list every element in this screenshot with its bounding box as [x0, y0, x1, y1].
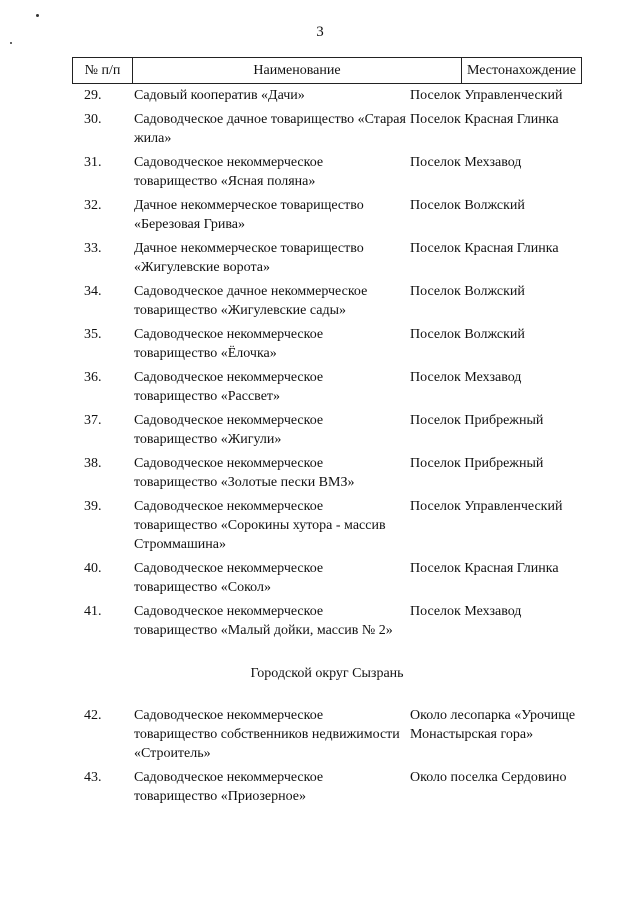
row-number: 39.: [84, 499, 102, 514]
row-location: Поселок Красная Глинка: [410, 241, 559, 256]
row-location: Поселок Волжский: [410, 198, 525, 213]
table-row: [72, 497, 582, 554]
row-number: 30.: [84, 112, 102, 127]
row-name: Дачное некоммерческое товарищество «Березовая Грива»: [134, 198, 364, 232]
row-number: 43.: [84, 770, 102, 785]
section-title: Городской округ Сызрань: [250, 666, 404, 681]
row-number: 32.: [84, 198, 102, 213]
header-num: № п/п: [73, 58, 133, 83]
row-name: Садовый кооператив «Дачи»: [134, 88, 305, 103]
table-row: [72, 86, 582, 105]
table-row: [72, 768, 582, 806]
table-row: [72, 411, 582, 449]
row-number: 41.: [84, 604, 102, 619]
row-location: Поселок Мехзавод: [410, 155, 522, 170]
table-row: [72, 239, 582, 277]
row-name: Садоводческое некоммерческое товарищество «Золотые пески ВМЗ»: [134, 456, 355, 490]
row-location: Поселок Управленческий: [410, 499, 563, 514]
table-row: [72, 325, 582, 363]
row-number: 33.: [84, 241, 102, 256]
row-location: Около поселка Сердовино: [410, 770, 567, 785]
row-name: Садоводческое некоммерческое товарищество «Рассвет»: [134, 370, 324, 404]
table-row: [72, 454, 582, 492]
row-location: Поселок Мехзавод: [410, 370, 522, 385]
row-location: Поселок Прибрежный: [410, 413, 544, 428]
table-row: [72, 110, 582, 148]
row-location: Поселок Управленческий: [410, 88, 563, 103]
row-location: Поселок Красная Глинка: [410, 561, 559, 576]
row-number: 29.: [84, 88, 102, 103]
row-number: 38.: [84, 456, 102, 471]
table-row: [72, 559, 582, 597]
page-number: 3: [316, 24, 324, 40]
row-name: Садоводческое некоммерческое товарищество «Приозерное»: [134, 770, 324, 804]
row-location: Около лесопарка «Урочище Монастырская гора»: [410, 708, 576, 742]
row-name: Садоводческое дачное товарищество «Старая жила»: [134, 112, 406, 146]
row-number: 31.: [84, 155, 102, 170]
table-header: [72, 57, 582, 84]
row-location: Поселок Прибрежный: [410, 456, 544, 471]
table-row: [72, 368, 582, 406]
row-location: Поселок Красная Глинка: [410, 112, 559, 127]
scan-speck: [36, 14, 39, 17]
row-number: 42.: [84, 708, 102, 723]
row-location: Поселок Волжский: [410, 327, 525, 342]
table-row: [72, 706, 582, 763]
table-row: [72, 196, 582, 234]
table-row: [72, 602, 582, 640]
row-name: Садоводческое дачное некоммерческое товарищество «Жигулевские сады»: [134, 284, 368, 318]
row-name: Садоводческое некоммерческое товарищество «Ёлочка»: [134, 327, 324, 361]
header-location: Местонахождение: [466, 62, 576, 78]
row-number: 34.: [84, 284, 102, 299]
row-number: 36.: [84, 370, 102, 385]
row-name: Дачное некоммерческое товарищество «Жигулевские ворота»: [134, 241, 364, 275]
row-name: Садоводческое некоммерческое товарищество «Малый дойки, массив № 2»: [134, 604, 393, 638]
table-row: [72, 282, 582, 320]
table-body: [72, 86, 582, 811]
table-row: [72, 153, 582, 191]
row-number: 40.: [84, 561, 102, 576]
row-location: Поселок Волжский: [410, 284, 525, 299]
row-number: 35.: [84, 327, 102, 342]
scan-speck: [10, 42, 12, 44]
row-name: Садоводческое некоммерческое товарищество «Жигули»: [134, 413, 324, 447]
header-name: Наименование: [133, 58, 462, 83]
row-location: Поселок Мехзавод: [410, 604, 522, 619]
row-number: 37.: [84, 413, 102, 428]
row-name: Садоводческое некоммерческое товарищество «Сокол»: [134, 561, 324, 595]
row-name: Садоводческое некоммерческое товарищество «Сорокины хутора - массив Строммашина»: [134, 499, 386, 552]
row-name: Садоводческое некоммерческое товарищество «Ясная поляна»: [134, 155, 324, 189]
row-name: Садоводческое некоммерческое товарищество собственников недвижимости «Строитель»: [134, 708, 400, 761]
